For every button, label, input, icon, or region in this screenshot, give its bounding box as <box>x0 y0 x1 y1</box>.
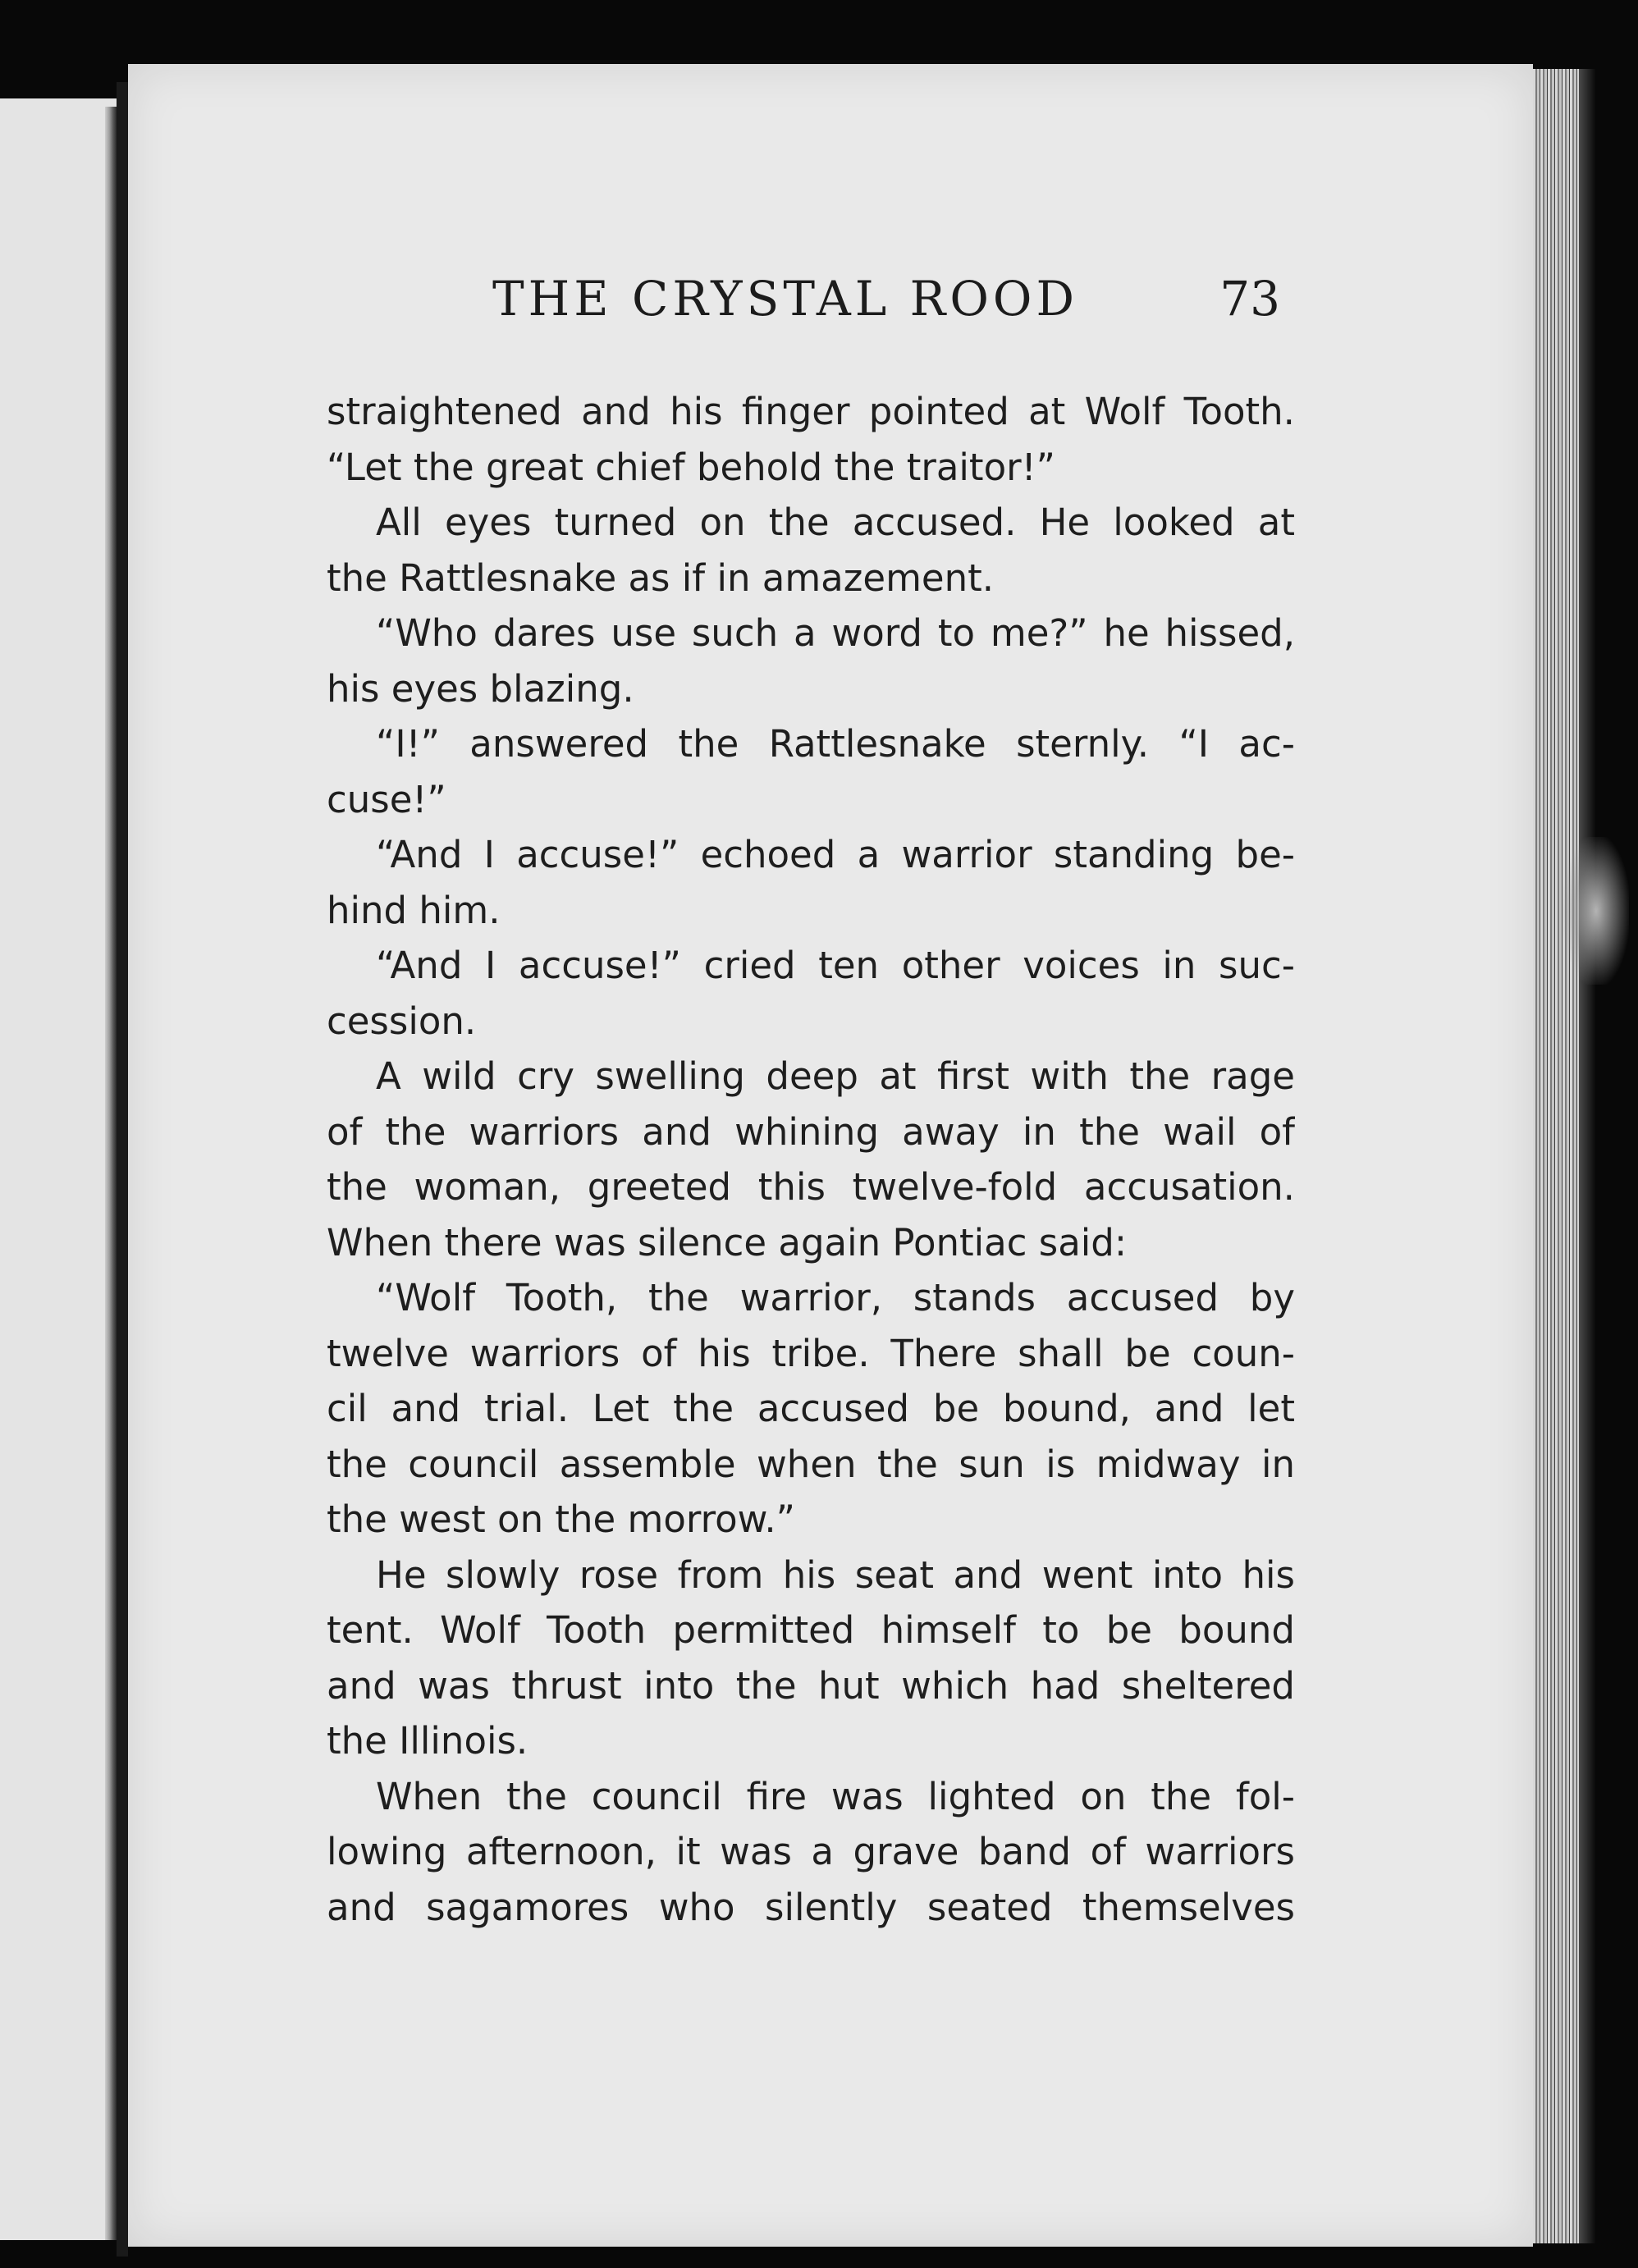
running-title: THE CRYSTAL ROOD <box>492 271 1078 327</box>
text-line: He slowly rose from his seat and went into his <box>376 1552 1295 1597</box>
text-line: “Who dares use such a word to me?” he hissed, <box>376 611 1295 655</box>
text-line: When the council fire was lighted on the fol- <box>376 1774 1295 1818</box>
text-line: his eyes blazing. <box>327 666 634 711</box>
text-line: the Rattlesnake as if in amazement. <box>327 556 995 600</box>
body-text <box>327 384 1295 1935</box>
text-line: “Let the great chief behold the traitor!” <box>327 445 1055 489</box>
frayed-page-edge <box>1563 837 1629 985</box>
page-stack-edge <box>1533 69 1579 2243</box>
text-line: straightened and his finger pointed at Wolf Tooth. <box>327 390 1295 433</box>
text-line: tent. Wolf Tooth permitted himself to be bound <box>327 1608 1295 1652</box>
text-line: twelve warriors of his tribe. There shall be coun- <box>327 1331 1295 1375</box>
text-line: the woman, greeted this twelve-fold accusation. <box>327 1165 1295 1209</box>
text-line: When there was silence again Pontiac said: <box>327 1220 1128 1264</box>
text-line: “I!” answered the Rattlesnake sternly. “I ac- <box>376 722 1295 766</box>
text-line: “And I accuse!” cried ten other voices in suc- <box>376 944 1295 987</box>
text-line: the council assemble when the sun is midway in <box>327 1442 1295 1486</box>
book-gutter <box>117 82 128 2257</box>
text-line: and was thrust into the hut which had sheltered <box>327 1663 1295 1708</box>
text-line: lowing afternoon, it was a grave band of warriors <box>327 1830 1295 1873</box>
text-line: “And I accuse!” echoed a warrior standing be- <box>376 833 1295 876</box>
page-stack-shadow <box>1579 69 1595 2243</box>
text-line: “Wolf Tooth, the warrior, stands accused by <box>376 1276 1295 1319</box>
text-line: cuse!” <box>327 777 446 821</box>
text-line: the Illinois. <box>327 1719 528 1763</box>
text-line: All eyes turned on the accused. He looked at <box>376 501 1295 544</box>
text-line: and sagamores who silently seated themselves <box>327 1885 1295 1929</box>
text-line: the west on the morrow.” <box>327 1498 795 1541</box>
page-number: 73 <box>1219 271 1280 327</box>
text-line: cil and trial. Let the accused be bound, and let <box>327 1387 1295 1430</box>
text-line: hind him. <box>327 888 501 932</box>
text-line: cession. <box>327 999 477 1043</box>
text-line: of the warriors and whining away in the wail of <box>327 1109 1295 1154</box>
text-line: A wild cry swelling deep at first with the rage <box>376 1054 1295 1098</box>
facing-page-edge <box>105 107 117 2240</box>
running-header <box>492 271 1280 361</box>
